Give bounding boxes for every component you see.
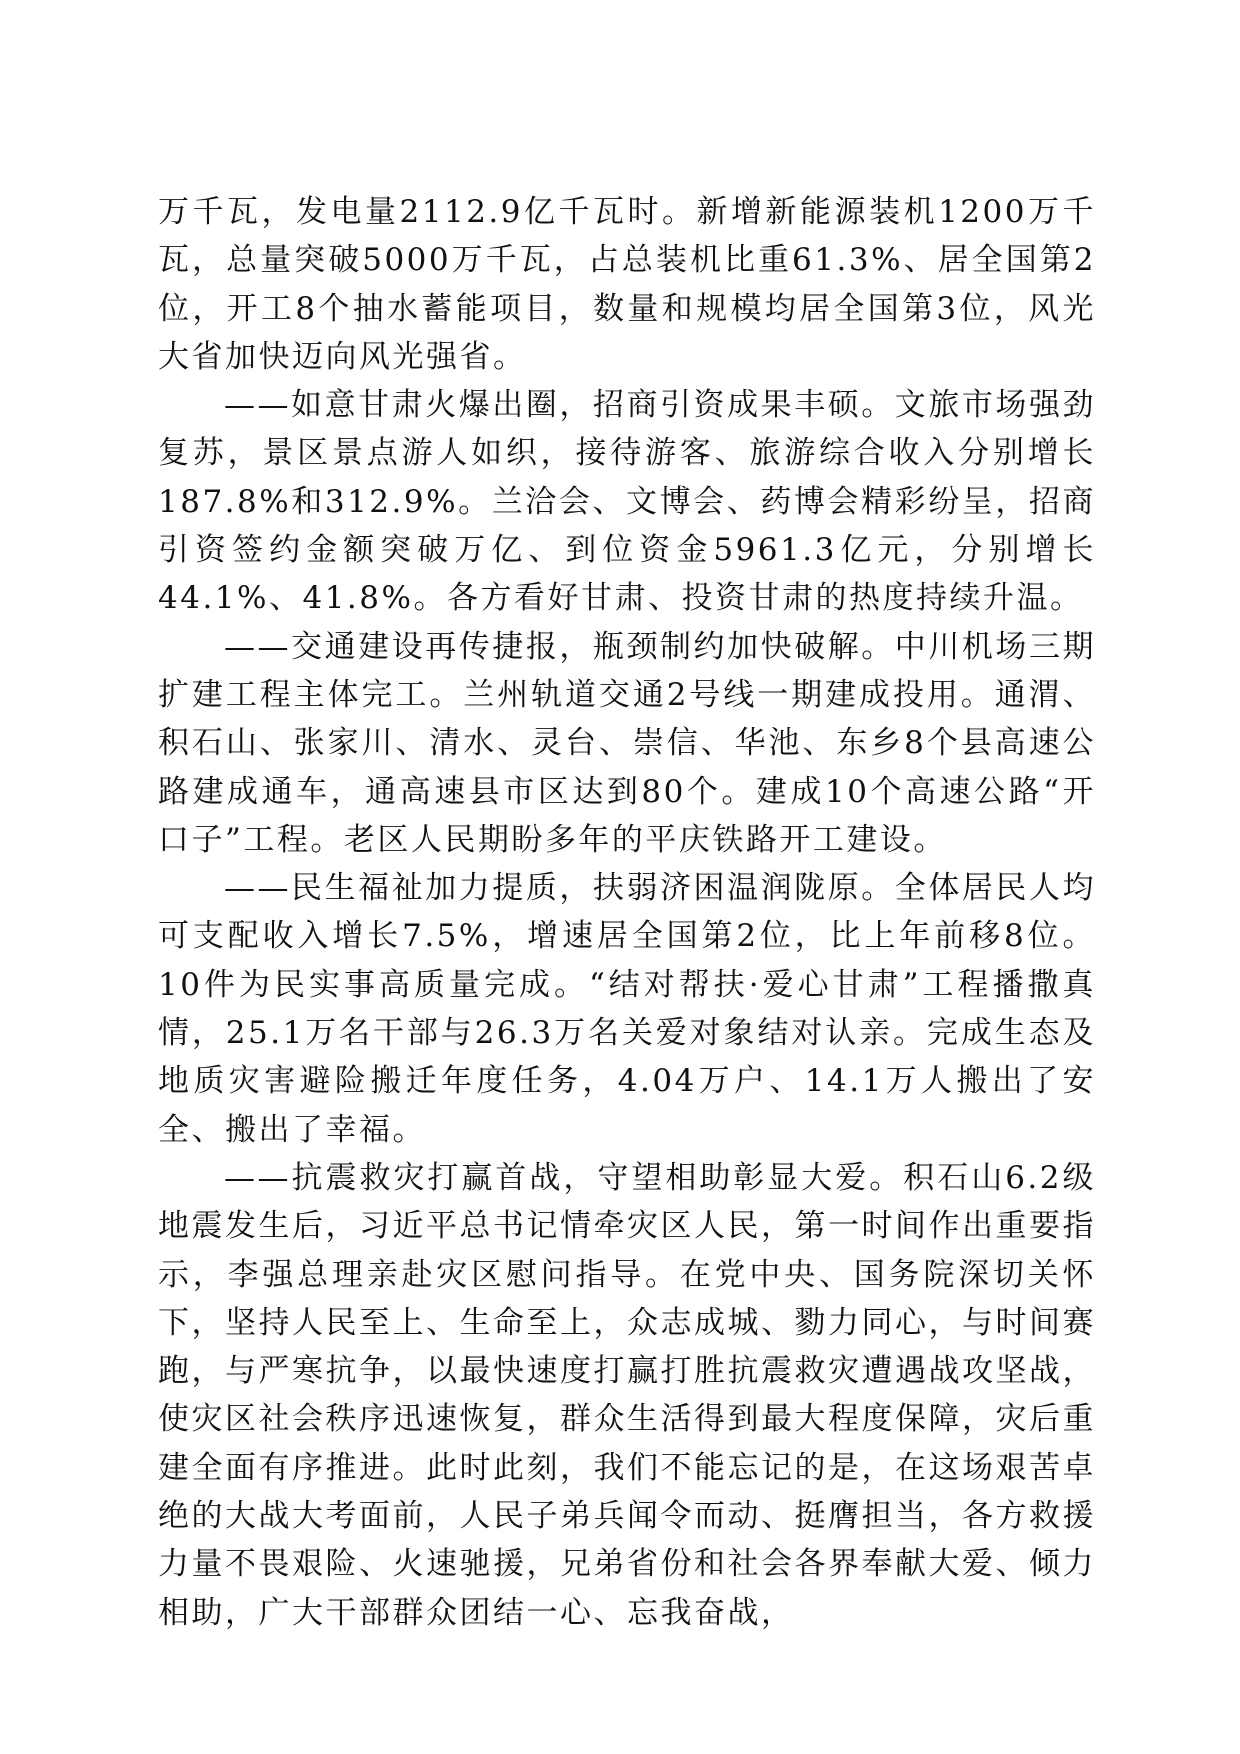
paragraph-livelihood: ——民生福祉加力提质，扶弱济困温润陇原。全体居民人均可支配收入增长7.5%，增速居全国第2位，比上年前移8位。10件为民实事高质量完成。“结对帮扶·爱心甘肃”工程播撒真情，25.1万名干部与26.3万名关爱对象结对认亲。完成生态及地质灾害避险搬迁年度任务，4.04万户、14.1万人搬出了安全、搬出了幸福。 <box>158 870 1096 1148</box>
paragraph-energy: 万千瓦，发电量2112.9亿千瓦时。新增新能源装机1200万千瓦，总量突破5000万千瓦，占总装机比重61.3%、居全国第2位，开工8个抽水蓄能项目，数量和规模均居全国第3位，风光大省加快迈向风光强省。 <box>158 194 1096 375</box>
paragraph-earthquake-relief: ——抗震救灾打赢首战，守望相助彰显大爱。积石山6.2级地震发生后，习近平总书记情牵灾区人民，第一时间作出重要指示，李强总理亲赴灾区慰问指导。在党中央、国务院深切关怀下，坚持人民至上、生命至上，众志成城、勠力同心，与时间赛跑，与严寒抗争，以最快速度打赢打胜抗震救灾遭遇战攻坚战，使灾区社会秩序迅速恢复，群众生活得到最大程度保障，灾后重建全面有序推进。此时此刻，我们不能忘记的是，在这场艰苦卓绝的大战大考面前，人民子弟兵闻令而动、挺膺担当，各方救援力量不畏艰险、火速驰援，兄弟省份和社会各界奉献大爱、倾力相助，广大干部群众团结一心、忘我奋战， <box>158 1159 1096 1631</box>
paragraph-tourism-investment: ——如意甘肃火爆出圈，招商引资成果丰硕。文旅市场强劲复苏，景区景点游人如织，接待游客、旅游综合收入分别增长187.8%和312.9%。兰洽会、文博会、药博会精彩纷呈，招商引资签约金额突破万亿、到位资金5961.3亿元，分别增长44.1%、41.8%。各方看好甘肃、投资甘肃的热度持续升温。 <box>158 387 1096 617</box>
paragraph-transportation: ——交通建设再传捷报，瓶颈制约加快破解。中川机场三期扩建工程主体完工。兰州轨道交通2号线一期建成投用。通渭、积石山、张家川、清水、灵台、崇信、华池、东乡8个县高速公路建成通车，通高速县市区达到80个。建成10个高速公路“开口子”工程。老区人民期盼多年的平庆铁路开工建设。 <box>158 628 1096 858</box>
document-body <box>158 188 1096 1637</box>
